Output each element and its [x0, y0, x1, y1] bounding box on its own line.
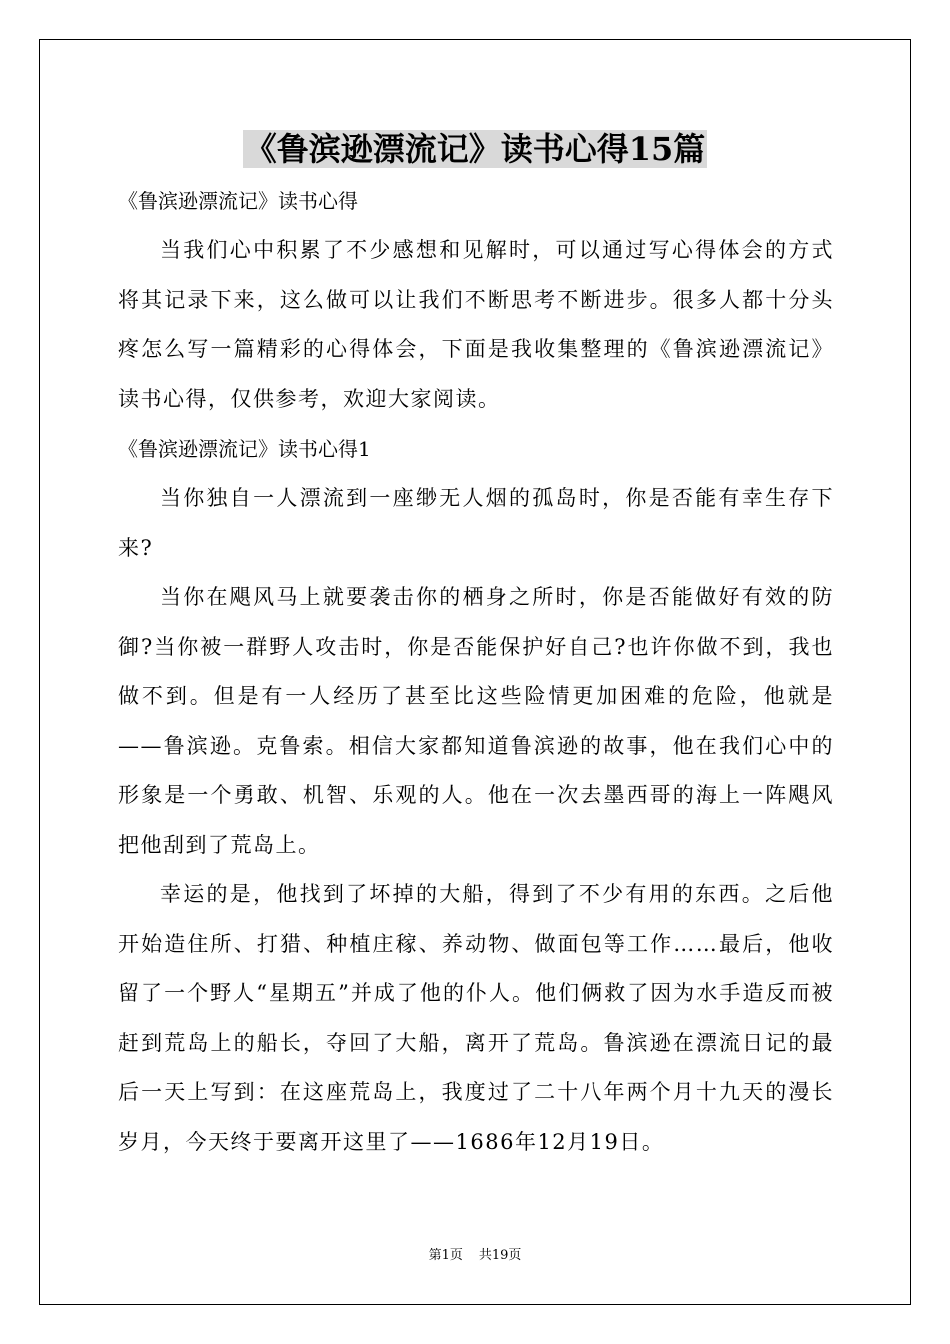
paragraph-3: 幸运的是，他找到了坏掉的大船，得到了不少有用的东西。之后他开始造住所、打猎、种植庄稼、养动物、做面包等工作……最后，他收留了一个野人“星期五”并成了他的仆人。他们俩救了因为水手造反而被赶到荒岛上的船长，夺回了大船，离开了荒岛。鲁滨逊在漂流日记的最后一天上写到：在这座荒岛上，我度过了二十八年两个月十九天的漫长岁月，今天终于要离开这里了——1686年12月19日。: [118, 882, 834, 1154]
document-title-text: 《鲁滨逊漂流记》读书心得15篇: [244, 130, 706, 168]
section-heading-intro: 《鲁滨逊漂流记》读书心得: [118, 189, 358, 213]
section-heading-1: 《鲁滨逊漂流记》读书心得1: [118, 437, 371, 461]
document-title: [0, 126, 950, 172]
page-number: 第1页: [428, 1248, 463, 1263]
paragraph-intro: 当我们心中积累了不少感想和见解时，可以通过写心得体会的方式将其记录下来，这么做可以让我们不断思考不断进步。很多人都十分头疼怎么写一篇精彩的心得体会，下面是我收集整理的《鲁滨逊漂流记》读书心得，仅供参考，欢迎大家阅读。: [118, 238, 834, 411]
paragraph-1: 当你独自一人漂流到一座缈无人烟的孤岛时，你是否能有幸生存下来?: [118, 486, 834, 560]
page-footer: [0, 1247, 950, 1265]
paragraph-2: 当你在飓风马上就要袭击你的栖身之所时，你是否能做好有效的防御?当你被一群野人攻击时，你是否能保护好自己?也许你做不到，我也做不到。但是有一人经历了甚至比这些险情更加困难的危险，他就是——鲁滨逊。克鲁索。相信大家都知道鲁滨逊的故事，他在我们心中的形象是一个勇敢、机智、乐观的人。他在一次去墨西哥的海上一阵飓风把他刮到了荒岛上。: [118, 585, 834, 857]
document-body: [118, 176, 834, 1167]
page-total: 共19页: [478, 1248, 522, 1263]
